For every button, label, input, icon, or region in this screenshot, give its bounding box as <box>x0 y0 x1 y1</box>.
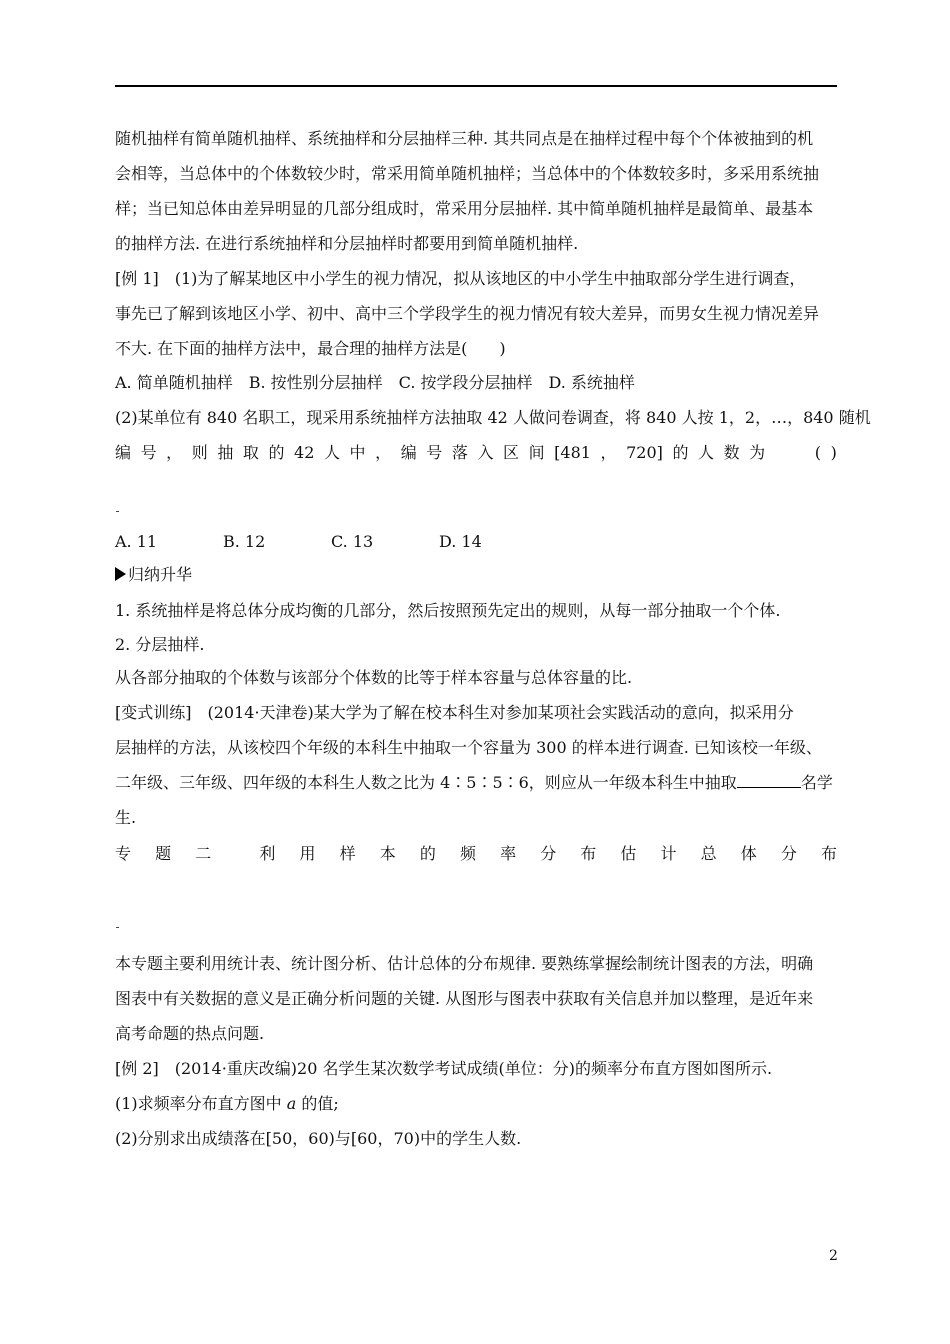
topic2-title <box>115 843 837 865</box>
spread-char: 入 <box>477 443 494 462</box>
example1-options-part2 <box>115 531 837 553</box>
spread-char: 号 <box>426 443 443 462</box>
spread-char: 的 <box>672 443 689 462</box>
variant-line-4: 生. <box>115 808 137 827</box>
example2-question-2: (2)分别求出成绩落在[50，60)与[60，70)中的学生人数. <box>115 1129 522 1148</box>
spread-char: 抽 <box>217 443 234 462</box>
title-char: 布 <box>580 844 597 863</box>
example1-line-3: 不大. 在下面的抽样方法中，最合理的抽样方法是( ) <box>115 339 506 358</box>
example2-line-1: [例 2] (2014·重庆改编)20 名学生某次数学考试成绩(单位：分)的频率分布直方图如图所示. <box>115 1059 773 1078</box>
intro-line-1: 随机抽样有简单随机抽样、系统抽样和分层抽样三种. 其共同点是在抽样过程中每个个体被抽到的机 <box>115 129 814 148</box>
example2-q1-tail: 的值; <box>296 1094 339 1113</box>
example1-options-part1: A. 简单随机抽样 B. 按性别分层抽样 C. 按学段分层抽样 D. 系统抽样 <box>115 373 635 392</box>
title-char: 样 <box>339 844 356 863</box>
variable-a: a <box>286 1094 297 1113</box>
title-char: 二 <box>195 844 212 863</box>
title-char: 分 <box>540 844 557 863</box>
title-char: 利 <box>259 844 276 863</box>
summary-heading <box>115 564 837 586</box>
intro-line-4: 的抽样方法. 在进行系统抽样和分层抽样时都要用到简单随机抽样. <box>115 234 579 253</box>
stray-mark <box>116 927 119 928</box>
spread-char: 编 <box>115 443 132 462</box>
spread-char: ， <box>600 443 617 462</box>
topic2-desc-line-3: 高考命题的热点问题. <box>115 1024 265 1043</box>
triangle-arrow-icon <box>115 567 126 581</box>
topic2-desc-line-2: 图表中有关数据的意义是正确分析问题的关键. 从图形与图表中获取有关信息并加以整理，是近年来 <box>115 989 814 1008</box>
summary-heading-label: 归纳升华 <box>128 565 193 584</box>
header-rule <box>115 85 837 87</box>
spread-char: 区 <box>503 443 520 462</box>
spread-char: 编 <box>400 443 417 462</box>
option-b: B. 12 <box>223 532 266 551</box>
summary-item-1: 1. 系统抽样是将总体分成均衡的几部分，然后按照预先定出的规则，从每一部分抽取一个个体. <box>115 601 781 620</box>
topic2-desc-line-1: 本专题主要利用统计表、统计图分析、估计总体的分布规律. 要熟练掌握绘制统计图表的方法，明确 <box>115 954 814 973</box>
title-char: 分 <box>780 844 797 863</box>
title-char: 专 <box>115 844 132 863</box>
spread-char: 720] <box>626 443 663 462</box>
spread-char: 号 <box>140 443 157 462</box>
spread-char: 的 <box>268 443 285 462</box>
answer-blank <box>737 773 801 788</box>
spread-char: 42 <box>294 443 315 462</box>
title-char: 的 <box>419 844 436 863</box>
spread-char: 中 <box>349 443 366 462</box>
spread-char: ) <box>830 443 837 462</box>
intro-line-2: 会相等，当总体中的个体数较少时，常采用简单随机抽样；当总体中的个体数较多时，多采用系统抽 <box>115 164 820 183</box>
spread-char: 落 <box>451 443 468 462</box>
example1-line-1: [例 1] (1)为了解某地区中小学生的视力情况，拟从该地区的中小学生中抽取部分学生进行调查， <box>115 269 806 288</box>
spread-char: 为 <box>749 443 766 462</box>
spread-char: 人 <box>698 443 715 462</box>
spread-char: 人 <box>323 443 340 462</box>
title-char: 估 <box>620 844 637 863</box>
title-char: 率 <box>500 844 517 863</box>
variant-line-3-tail: 名学 <box>800 773 833 792</box>
page-number: 2 <box>829 1248 838 1264</box>
stray-mark <box>116 511 119 512</box>
title-char: 题 <box>155 844 172 863</box>
option-d: D. 14 <box>439 532 482 551</box>
spread-char: 取 <box>242 443 259 462</box>
spread-char: ， <box>166 443 183 462</box>
summary-item-3: 从各部分抽取的个体数与该部分个体数的比等于样本容量与总体容量的比. <box>115 668 633 687</box>
variant-line-2: 层抽样的方法，从该校四个年级的本科生中抽取一个容量为 300 的样本进行调查. 已知该校一年级、 <box>115 738 822 757</box>
variant-line-1: [变式训练] (2014·天津卷)某大学为了解在校本科生对参加某项社会实践活动的意向，拟采用分 <box>115 703 794 722</box>
title-char: 计 <box>660 844 677 863</box>
variant-line-3-text: 二年级、三年级、四年级的本科生人数之比为 4∶5∶5∶6，则应从一年级本科生中抽取 <box>115 773 737 792</box>
variant-line-3 <box>115 772 837 794</box>
title-char: 布 <box>820 844 837 863</box>
example1-line-2: 事先已了解到该地区小学、初中、高中三个学段学生的视力情况有较大差异，而男女生视力情况差异 <box>115 304 820 323</box>
example2-q1-text: (1)求频率分布直方图中 <box>115 1094 287 1113</box>
spread-char: 间 <box>528 443 545 462</box>
title-char: 总 <box>700 844 717 863</box>
option-a: A. 11 <box>115 532 158 551</box>
title-char: 体 <box>740 844 757 863</box>
title-char: 频 <box>459 844 476 863</box>
example1-question2-line-1: (2)某单位有 840 名职工，现采用系统抽样方法抽取 42 人做问卷调查，将 840 人按 1，2，…，840 随机 <box>115 408 871 427</box>
title-char: 本 <box>379 844 396 863</box>
option-c: C. 13 <box>331 532 374 551</box>
example1-question2-line-2 <box>115 442 837 464</box>
spread-char: ( <box>814 443 821 462</box>
title-char: 用 <box>299 844 316 863</box>
spread-char: ， <box>375 443 392 462</box>
spread-char: 则 <box>191 443 208 462</box>
spread-char: [481 <box>554 443 591 462</box>
intro-line-3: 样；当已知总体由差异明显的几部分组成时，常采用分层抽样. 其中简单随机抽样是最简单、最基本 <box>115 199 814 218</box>
example2-question-1 <box>115 1093 837 1115</box>
summary-item-2: 2. 分层抽样. <box>115 635 205 654</box>
spread-char: 数 <box>723 443 740 462</box>
